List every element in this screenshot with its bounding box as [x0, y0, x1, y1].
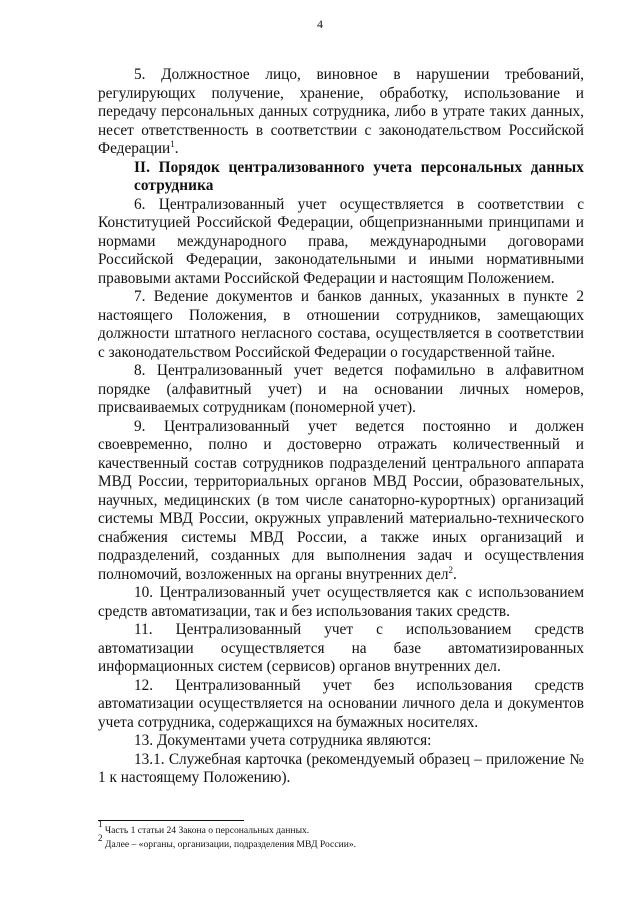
paragraph [98, 418, 584, 585]
footnote-divider [98, 820, 244, 821]
paragraph-tail: . [174, 140, 179, 157]
paragraph [98, 621, 584, 677]
footnote-number: 2 [98, 833, 103, 843]
footnote-text: Часть 1 статьи 24 Закона о персональных данных. [102, 825, 310, 836]
paragraph-text: 5. Должностное лицо, виновное в нарушении требований, регулирующих получение, хранение, обработку, использование и передачу персональных данных сотрудника, либо в утрате таких данных, несет ответственность в соответствии с законодательством Российской Федерации [98, 66, 584, 157]
paragraph-text: 10. Централизованный учет осуществляется как с использованием средств автоматизации, так и без использования таких средств. [98, 584, 584, 620]
paragraph [98, 196, 584, 289]
section-heading-text: II. Порядок централизованного учета персональных данных сотрудника [134, 158, 584, 194]
footnote-text: Далее – «органы, организации, подразделения МВД России». [102, 839, 357, 850]
paragraph-text: 11. Централизованный учет с использованием средств автоматизации осуществляется на базе автоматизированных информационных систем (сервисов) органов внутренних дел. [98, 621, 584, 675]
paragraph [98, 751, 584, 788]
paragraph [98, 362, 584, 418]
paragraph-text: 9. Централизованный учет ведется постоянно и должен своевременно, полно и достоверно отражать количественный и качественный состав сотрудников подразделений центрального аппарата МВД России, территориальных органов МВД России, образовательных, научных, медицинских (в том числе санаторно-курортных) организаций системы МВД России, окружных управлений материально-технического снабжения системы МВД России, а также иных организаций и подразделений, созданных для выполнения задач и осуществления полномочий, возложенных на органы внутренних дел [98, 417, 584, 583]
paragraph [98, 584, 584, 621]
paragraph [98, 288, 584, 362]
paragraph-text: 8. Централизованный учет ведется пофамильно в алфавитном порядке (алфавитный учет) и на основании личных номеров, присваиваемых сотрудникам (пономерной учет). [98, 362, 584, 416]
footnotes [98, 819, 584, 852]
paragraphs-after-heading [98, 196, 584, 788]
paragraph-text: 7. Ведение документов и банков данных, указанных в пункте 2 настоящего Положения, в отношении сотрудников, замещающих должности штатного негласного состава, осуществляется в соответствии с законодательством Российской Федерации о государственной тайне. [98, 288, 584, 361]
paragraph-tail: . [453, 565, 457, 583]
paragraph-text: 13. Документами учета сотрудника являются: [134, 732, 432, 749]
paragraph [98, 66, 584, 159]
footnote-reference: 2 [448, 564, 453, 575]
footnote [98, 819, 584, 838]
footnote-number: 1 [98, 819, 103, 829]
page-number: 4 [317, 17, 323, 31]
footnote [98, 833, 584, 852]
section-heading [98, 159, 584, 196]
paragraph-text: 13.1. Служебная карточка (рекомендуемый образец – приложение № 1 к настоящему Положению). [98, 750, 584, 786]
paragraph-text: 6. Централизованный учет осуществляется в соответствии с Конституцией Российской Федерации, общепризнанными принципами и нормами международного права, международными договорами Российской Федерации, законодательными и иными нормативными правовыми актами Российской Федерации и настоящим Положением. [98, 195, 584, 287]
paragraphs-before-heading [98, 66, 584, 159]
paragraph-text: 12. Централизованный учет без использования средств автоматизации осуществляется на основании личного дела и документов учета сотрудника, содержащихся на бумажных носителях. [98, 676, 584, 731]
footnote-reference: 1 [170, 139, 175, 149]
paragraph [98, 677, 584, 733]
document-body [98, 66, 584, 788]
paragraph [98, 732, 584, 751]
